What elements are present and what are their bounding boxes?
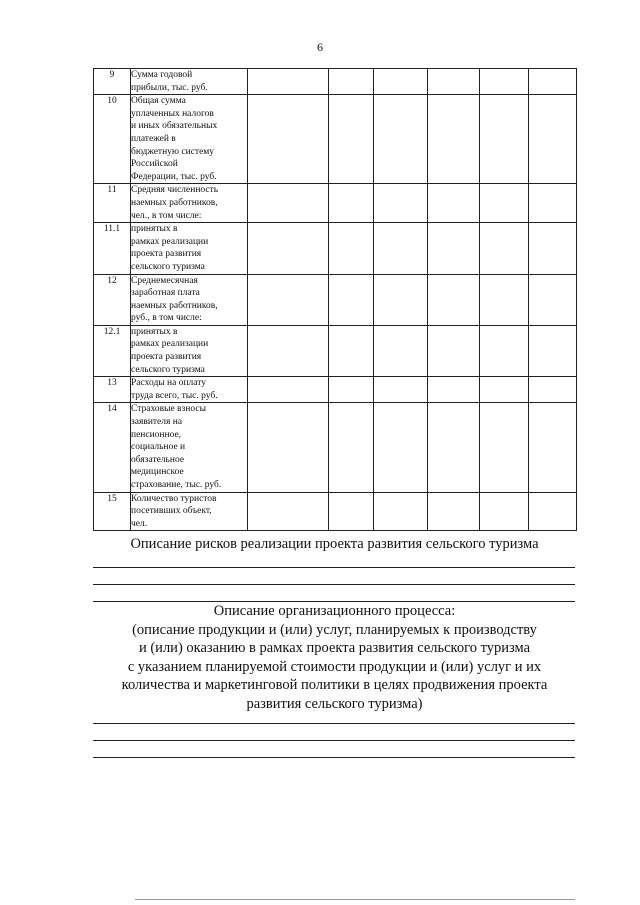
table-cell [374,403,428,492]
table-cell [329,184,374,223]
table-row [94,184,577,223]
table-cell [248,274,329,325]
table-cell [480,223,529,274]
table-cell [374,274,428,325]
risks-section-title: Описание рисков реализации проекта развития сельского туризма [130,536,539,552]
row-label: Среднемесячная заработная плата наемных работников, руб., в том числе: [131,274,248,325]
row-label: Средняя численность наемных работников, чел., в том числе: [131,184,248,223]
table-cell [428,403,480,492]
table-cell [329,403,374,492]
table-cell [428,274,480,325]
table-cell [480,325,529,376]
table-cell [480,184,529,223]
row-label: Количество туристов посетивших объект, чел. [131,492,248,531]
table-cell [248,69,329,95]
row-number: 10 [94,95,131,184]
table-cell [480,377,529,403]
row-number: 9 [94,69,131,95]
table-cell [248,377,329,403]
row-number: 11.1 [94,223,131,274]
table-cell [329,492,374,531]
row-number: 12.1 [94,325,131,376]
page-edge-line [135,899,575,900]
table-cell [428,69,480,95]
table-cell [529,184,577,223]
table-cell [529,223,577,274]
table-cell [329,325,374,376]
table-cell [428,95,480,184]
blank-line [93,740,575,741]
page-number: 6 [317,40,323,54]
table-cell [248,403,329,492]
table-cell [428,492,480,531]
table-cell [248,223,329,274]
blank-line [93,723,575,724]
table-cell [428,184,480,223]
table-row [94,325,577,376]
table-row [94,274,577,325]
table-cell [374,223,428,274]
table-cell [428,325,480,376]
table-cell [480,95,529,184]
blank-line [93,584,575,585]
table-cell [480,69,529,95]
table-row [94,492,577,531]
org-process-title: Описание организационного процесса: [213,603,456,619]
table-cell [248,184,329,223]
table-cell [529,95,577,184]
table-cell [374,492,428,531]
table-row [94,403,577,492]
table-cell [529,274,577,325]
table-cell [374,69,428,95]
row-label: Сумма годовой прибыли, тыс. руб. [131,69,248,95]
table-cell [428,377,480,403]
row-number: 13 [94,377,131,403]
row-label: Расходы на оплату труда всего, тыс. руб. [131,377,248,403]
table-cell [529,69,577,95]
row-label: Общая сумма уплаченных налогов и иных обязательных платежей в бюджетную систему Российской Федерации, тыс. руб. [131,95,248,184]
table-cell [374,377,428,403]
row-number: 12 [94,274,131,325]
table-cell [374,184,428,223]
blank-line [93,567,575,568]
table-cell [248,492,329,531]
table-cell [428,223,480,274]
row-label: принятых в рамках реализации проекта развития сельского туризма [131,325,248,376]
table-cell [329,377,374,403]
table-row [94,223,577,274]
table-cell [529,325,577,376]
row-number: 15 [94,492,131,531]
table-cell [248,325,329,376]
table-cell [329,69,374,95]
table-cell [480,274,529,325]
table-cell [329,274,374,325]
org-process-text-line: и (или) оказанию в рамках проекта развития сельского туризма [138,640,531,656]
org-process-text-line: с указанием планируемой стоимости продукции и (или) услуг и их [127,658,542,675]
table-row [94,95,577,184]
indicators-table [93,68,577,531]
blank-line [93,757,575,758]
table-cell [329,95,374,184]
table-cell [529,403,577,492]
row-label: Страховые взносы заявителя на пенсионное, социальное и обязательное медицинское страхование, тыс. руб. [131,403,248,492]
table-cell [529,492,577,531]
org-process-text-line: количества и маркетинговой политики в целях продвижения проекта [121,677,548,693]
table-cell [529,377,577,403]
table-row [94,69,577,95]
table-row [94,377,577,403]
table-cell [248,95,329,184]
table-cell [374,95,428,184]
org-process-section [93,602,576,713]
row-number: 14 [94,403,131,492]
org-process-text-line: развития сельского туризма) [246,695,423,712]
row-label: принятых в рамках реализации проекта развития сельского туризма [131,223,248,274]
table-cell [329,223,374,274]
table-cell [480,492,529,531]
table-cell [480,403,529,492]
org-process-text-line: (описание продукции и (или) услуг, планируемых к производству [132,621,537,638]
row-number: 11 [94,184,131,223]
table-cell [374,325,428,376]
